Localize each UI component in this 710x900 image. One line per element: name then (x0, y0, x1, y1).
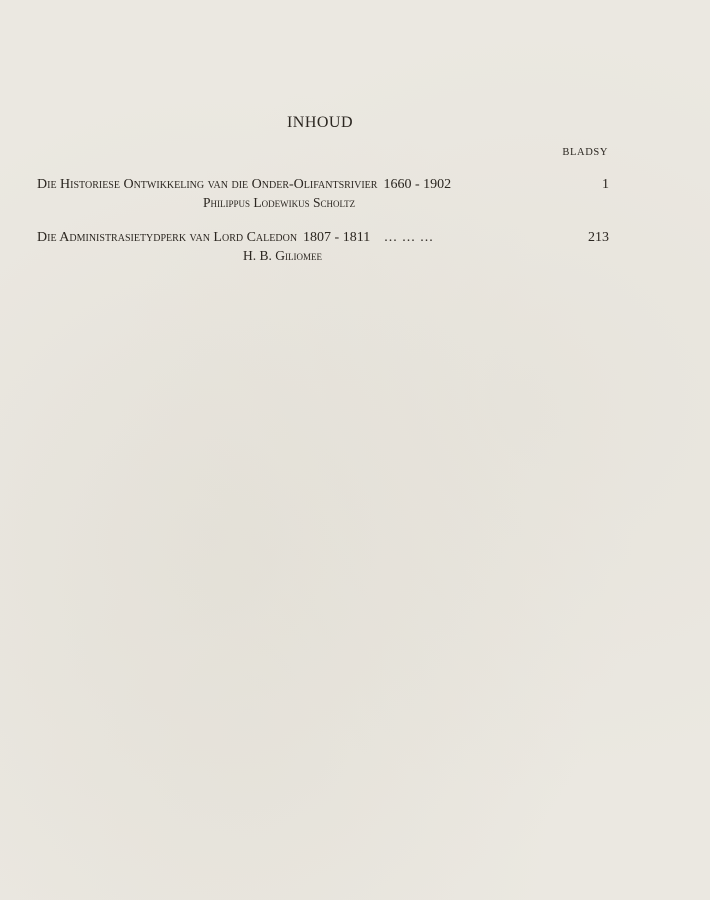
toc-entry-dates: 1807 - 1811 (303, 230, 371, 245)
toc-entry-leader-dots: ... ... ... (384, 230, 434, 245)
toc-entry-title: Die Administrasietydperk van Lord Caledon (37, 230, 298, 245)
toc-entry-page-number: 1 (602, 177, 609, 192)
toc-heading: INHOUD (286, 114, 354, 131)
toc-entry-title: Die Historiese Ontwikkeling van die Onder-Olifantsrivier (37, 177, 378, 192)
toc-entry (37, 177, 609, 211)
toc-entry-author: Philippus Lodewikus Scholtz (203, 195, 356, 210)
toc-entry-line (37, 177, 609, 195)
toc-entry-author: H. B. Giliomee (243, 248, 322, 263)
toc-entry-page-number: 213 (588, 230, 609, 245)
toc-entry (37, 230, 609, 264)
toc-entry-dates: 1660 - 1902 (383, 177, 452, 192)
page-column-label: BLADSY (562, 147, 608, 158)
toc-entry-line (37, 230, 609, 248)
